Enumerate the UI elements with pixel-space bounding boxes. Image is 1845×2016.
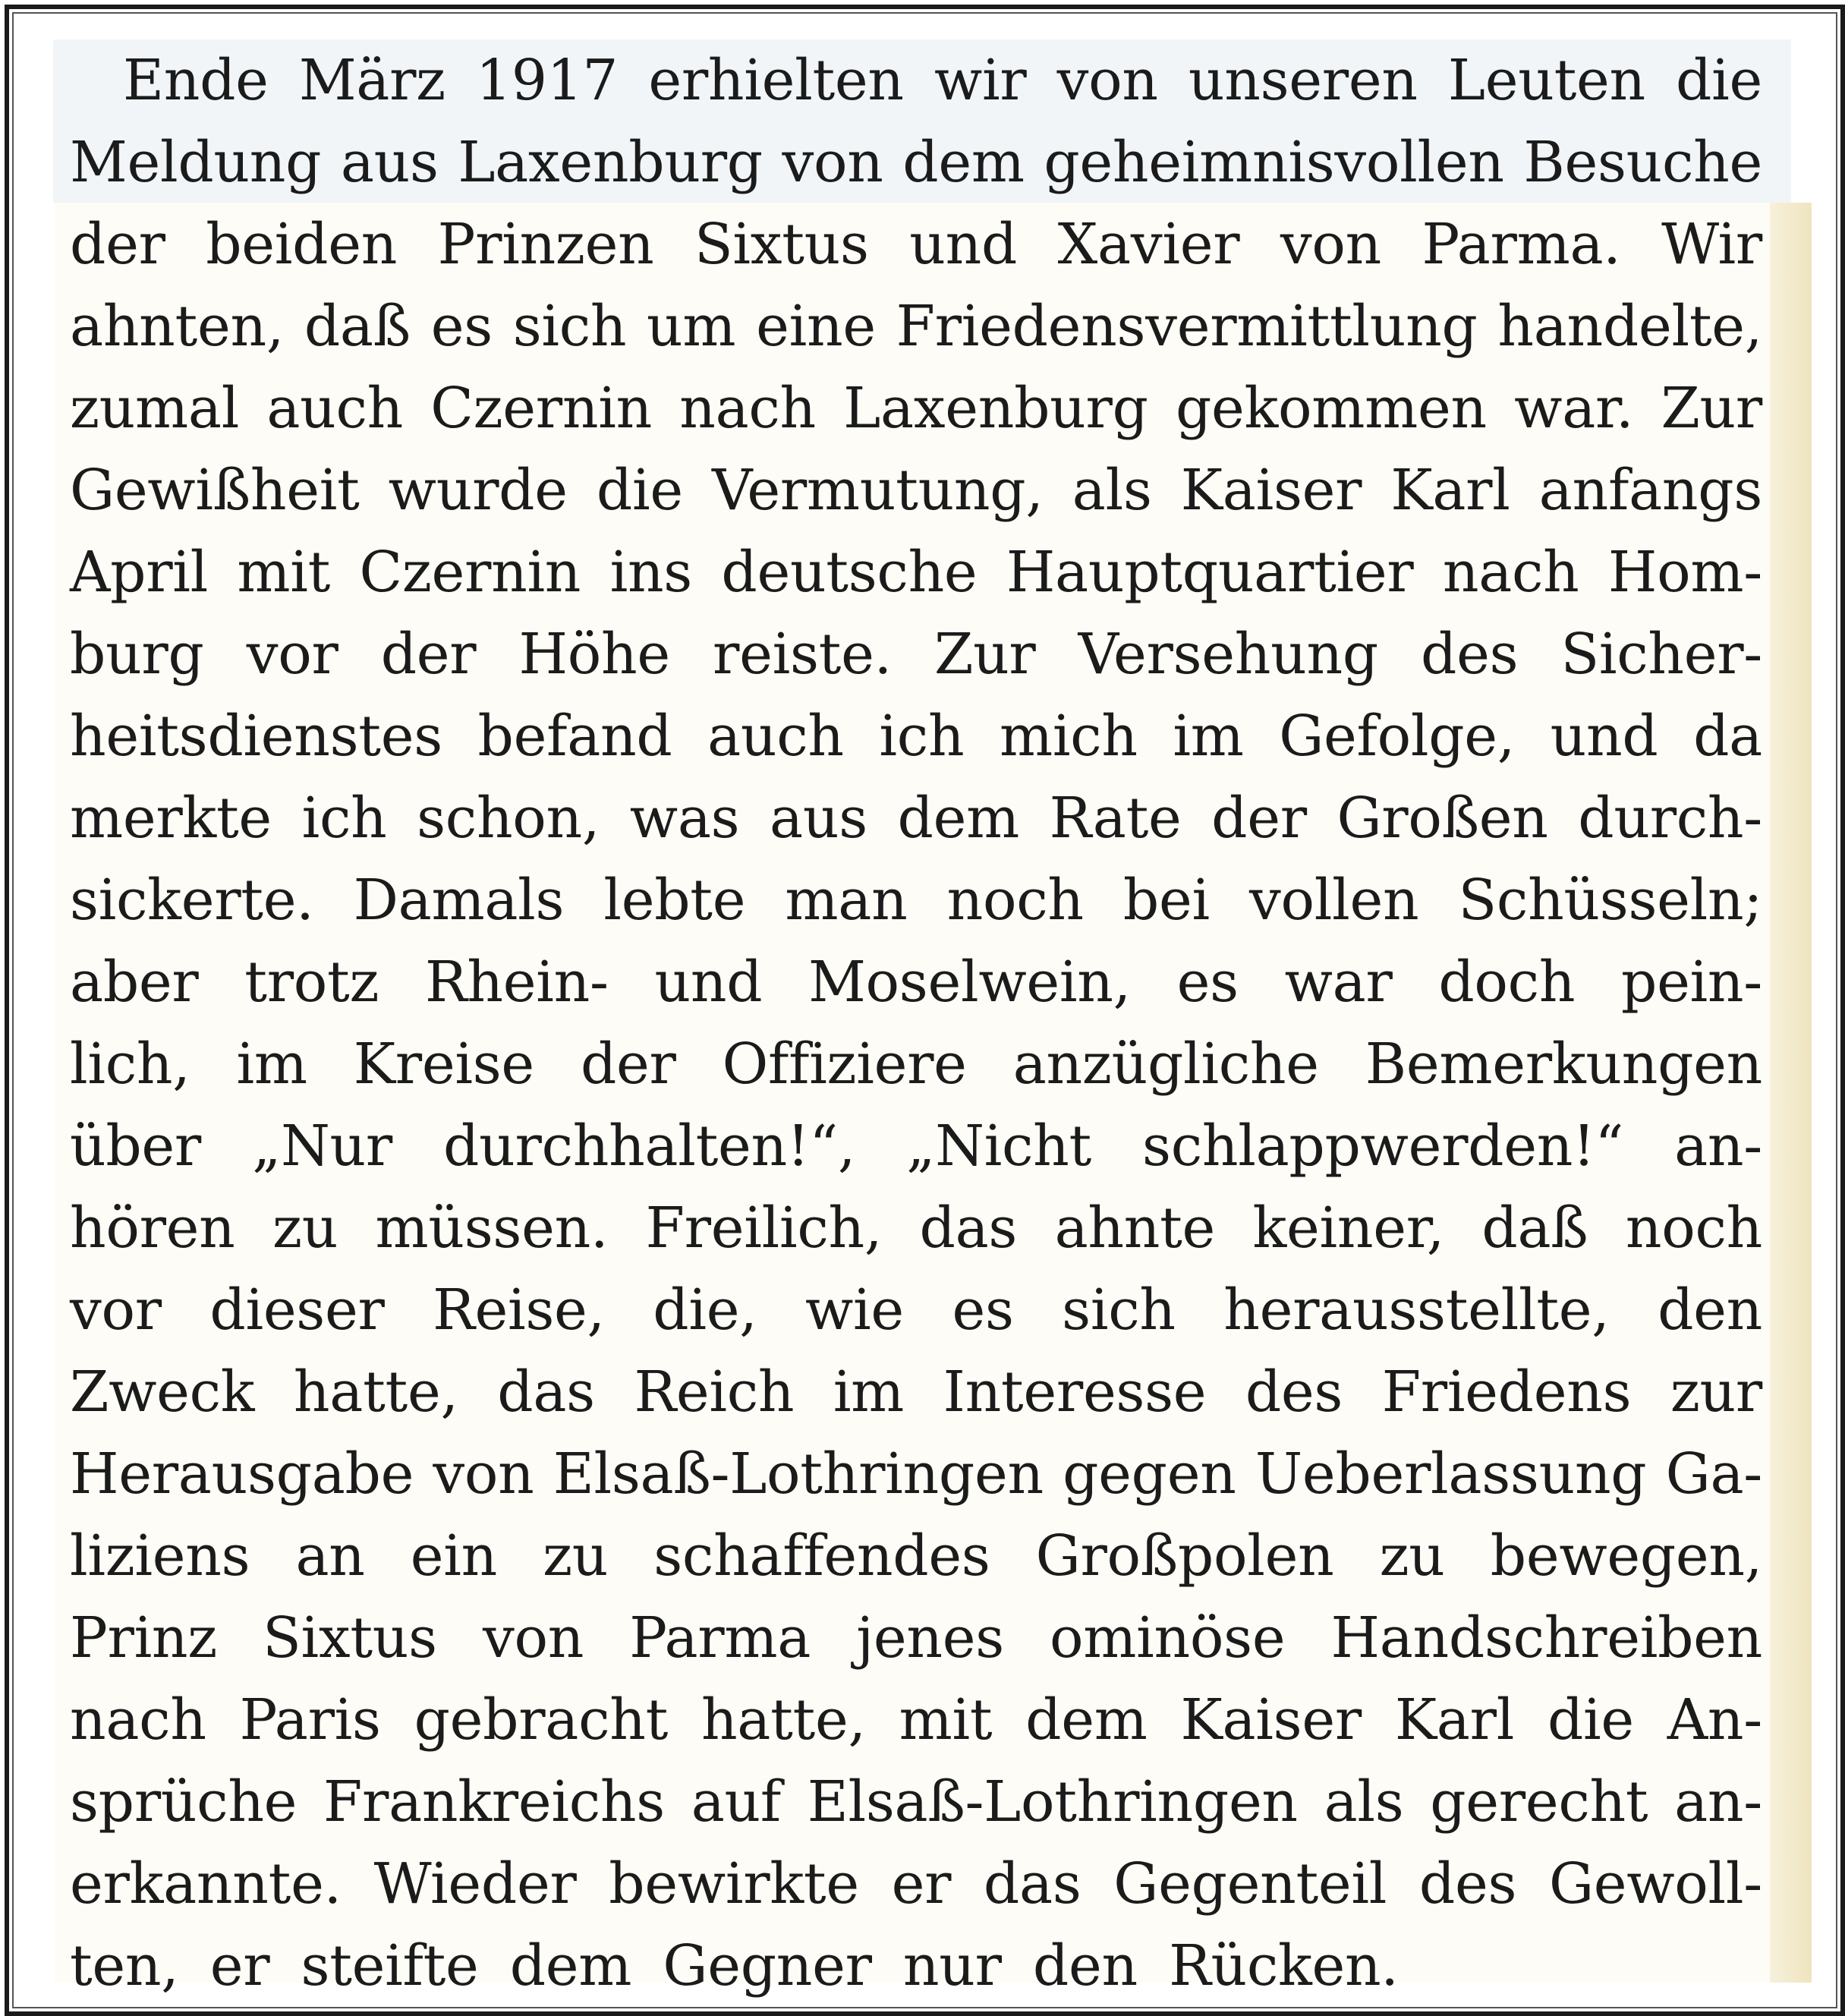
text-line: zumal auch Czernin nach Laxenburg gekommen war. Zur <box>70 376 1762 441</box>
text-line: sickerte. Damals lebte man noch bei vollen Schüsseln; <box>70 868 1762 933</box>
text-line: ten, er steifte dem Gegner nur den Rücken. <box>70 1933 1399 1999</box>
text-line: aber trotz Rhein- und Moselwein, es war doch pein- <box>70 950 1762 1015</box>
text-line: vor dieser Reise, die, wie es sich herausstellte, den <box>70 1277 1762 1343</box>
text-line: ahnten, daß es sich um eine Friedensvermittlung handelte, <box>70 294 1762 359</box>
text-line: burg vor der Höhe reiste. Zur Versehung des Sicher- <box>70 622 1762 687</box>
text-line: Herausgabe von Elsaß-Lothringen gegen Ueberlassung Ga- <box>70 1441 1762 1507</box>
text-line: Ende März 1917 erhielten wir von unseren Leuten die <box>123 48 1762 113</box>
text-line: Prinz Sixtus von Parma jenes ominöse Handschreiben <box>70 1605 1762 1671</box>
text-line: Zweck hatte, das Reich im Interesse des Friedens zur <box>70 1359 1762 1425</box>
text-line: liziens an ein zu schaffendes Großpolen zu bewegen, <box>70 1523 1762 1589</box>
text-line: Meldung aus Laxenburg von dem geheimnisvollen Besuche <box>70 130 1762 195</box>
text-line: lich, im Kreise der Offiziere anzügliche Bemerkungen <box>70 1032 1762 1097</box>
text-line: merkte ich schon, was aus dem Rate der Großen durch- <box>70 786 1762 851</box>
text-line: der beiden Prinzen Sixtus und Xavier von Parma. Wir <box>70 212 1762 277</box>
text-line: erkannte. Wieder bewirkte er das Gegenteil des Gewoll- <box>70 1851 1762 1917</box>
text-line: hören zu müssen. Freilich, das ahnte keiner, daß noch <box>70 1195 1762 1261</box>
text-line: April mit Czernin ins deutsche Hauptquartier nach Hom- <box>70 540 1762 605</box>
scan-paper-edge <box>1770 203 1812 1983</box>
text-line: über „Nur durchhalten!“, „Nicht schlappwerden!“ an- <box>70 1114 1762 1179</box>
body-text <box>70 39 1762 2007</box>
page-frame <box>5 5 1845 2016</box>
text-line: sprüche Frankreichs auf Elsaß-Lothringen als gerecht an- <box>70 1769 1762 1835</box>
text-line: heitsdienstes befand auch ich mich im Gefolge, und da <box>70 704 1762 769</box>
text-line: Gewißheit wurde die Vermutung, als Kaiser Karl anfangs <box>70 458 1762 523</box>
text-line: nach Paris gebracht hatte, mit dem Kaiser Karl die An- <box>70 1687 1762 1753</box>
